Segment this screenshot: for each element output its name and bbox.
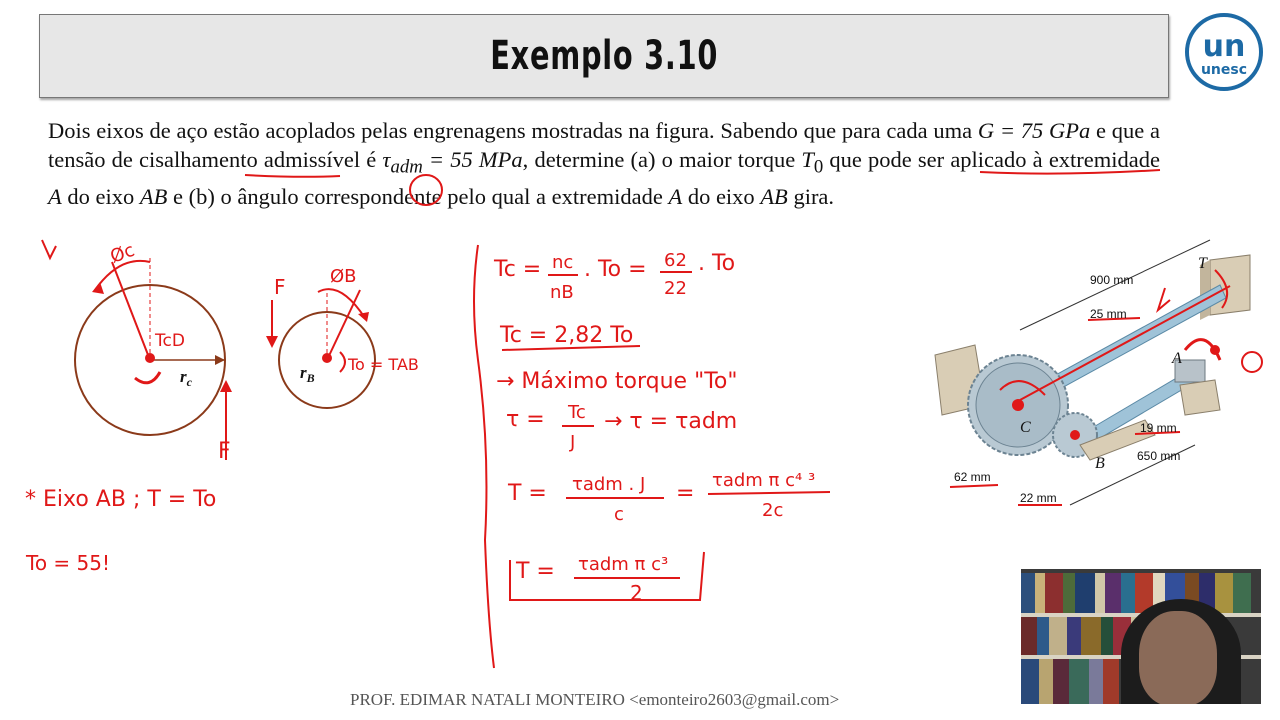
r-c-label: $r_c$ <box>180 367 192 389</box>
eq2: Tc = 2,82 To <box>500 323 634 348</box>
note-axis-ab: * Eixo AB ; T = To <box>25 487 217 512</box>
torque-cd-label: TcD <box>155 331 185 351</box>
eq4-num: Tc <box>568 402 586 423</box>
work-equations <box>493 250 830 605</box>
eq1-den2: 22 <box>664 278 687 299</box>
slide-title: Exemplo 3.10 <box>490 33 718 79</box>
eq5-num2: τadm π c⁴ ³ <box>712 470 816 491</box>
eq1-num2: 62 <box>664 250 687 271</box>
problem-text-1: Dois eixos de aço estão acoplados pelas engrenagens mostradas na figura. Sabendo que para cada uma <box>48 118 978 143</box>
eq5-eq: = <box>676 481 695 506</box>
label-c: C <box>1020 419 1031 436</box>
eq6-lhs: T = <box>516 559 555 584</box>
eq-a-2: A <box>668 183 683 209</box>
eq-ab-1: AB <box>139 183 168 209</box>
dim-900mm: 900 mm <box>1090 273 1134 287</box>
eq-ab-2: AB <box>760 183 788 209</box>
shaft-gear-figure <box>930 210 1270 530</box>
dim-19mm: 19 mm <box>1140 421 1177 435</box>
force-f-top: F <box>274 275 286 299</box>
eq4-rhs: → τ = τadm <box>604 409 738 434</box>
eq-tau-sub: adm <box>390 156 423 178</box>
eq1-end: . To <box>698 251 736 276</box>
eq1-num1: nc <box>552 252 574 273</box>
dim-25mm: 25 mm <box>1090 307 1127 321</box>
r-b-label: $r_B$ <box>300 363 315 385</box>
gear-b-sketch <box>266 289 375 408</box>
logo-text-bottom: unesc <box>1200 62 1248 78</box>
problem-text-2: e que a tensão de cisalhamento admissível é <box>48 118 1160 172</box>
note-t0: To = 55! <box>26 551 110 575</box>
force-f-bottom: F <box>218 439 231 464</box>
logo-text-top: un <box>1202 29 1246 64</box>
dim-22mm: 22 mm <box>1020 491 1057 505</box>
footer-author: PROF. EDIMAR NATALI MONTEIRO <emonteiro2603@gmail.com> <box>350 690 840 709</box>
eq-t0-symbol: T <box>801 147 814 172</box>
eq1-den1: nB <box>550 282 574 303</box>
eq3: → Máximo torque "To" <box>496 369 738 394</box>
problem-text-5: do eixo <box>61 183 140 209</box>
label-a: A <box>1172 350 1182 367</box>
eq5-den1: c <box>614 504 624 525</box>
phi-c-label: Øc <box>107 239 138 268</box>
eq-shear-modulus: G = 75 GPa <box>977 118 1091 143</box>
eq4-den: J <box>570 432 576 453</box>
eq-a-1: A <box>48 183 62 209</box>
bookshelf-row-top <box>1021 573 1261 613</box>
phi-b-label: ØB <box>330 266 357 287</box>
torque-ab-label: To = TAB <box>348 355 419 374</box>
eq6-den: 2 <box>630 581 643 605</box>
divider-line <box>474 245 494 668</box>
problem-text-6: e (b) o ângulo correspondente pelo qual a extremidade <box>167 183 669 209</box>
eq6-num: τadm π c³ <box>578 554 669 575</box>
gear-c-sketch <box>75 255 232 460</box>
eq-tau-value: = 55 MPa <box>422 147 523 172</box>
label-torque-t: T <box>1198 255 1207 272</box>
eq1-mid: . To = <box>584 257 647 282</box>
problem-text-8: gira. <box>787 183 835 209</box>
problem-text-4: que pode ser aplicado à extremidade <box>823 147 1161 172</box>
problem-text-7: do eixo <box>682 183 761 209</box>
eq5-num1: τadm . J <box>572 474 646 495</box>
eq4-lhs: τ = <box>506 407 545 432</box>
presenter-face <box>1139 611 1217 704</box>
dim-62mm: 62 mm <box>954 470 991 484</box>
label-b: B <box>1095 455 1105 472</box>
webcam-video <box>1021 569 1261 704</box>
problem-text-3: , determine (a) o maior torque <box>522 147 802 172</box>
eq1-lhs: Tc = <box>494 257 542 282</box>
eq5-lhs: T = <box>508 481 547 506</box>
eq-t0-sub: 0 <box>813 156 824 178</box>
eq5-den2: 2c <box>762 500 784 521</box>
eq-tau-symbol: τ <box>382 147 391 172</box>
dim-650mm: 650 mm <box>1137 449 1181 463</box>
